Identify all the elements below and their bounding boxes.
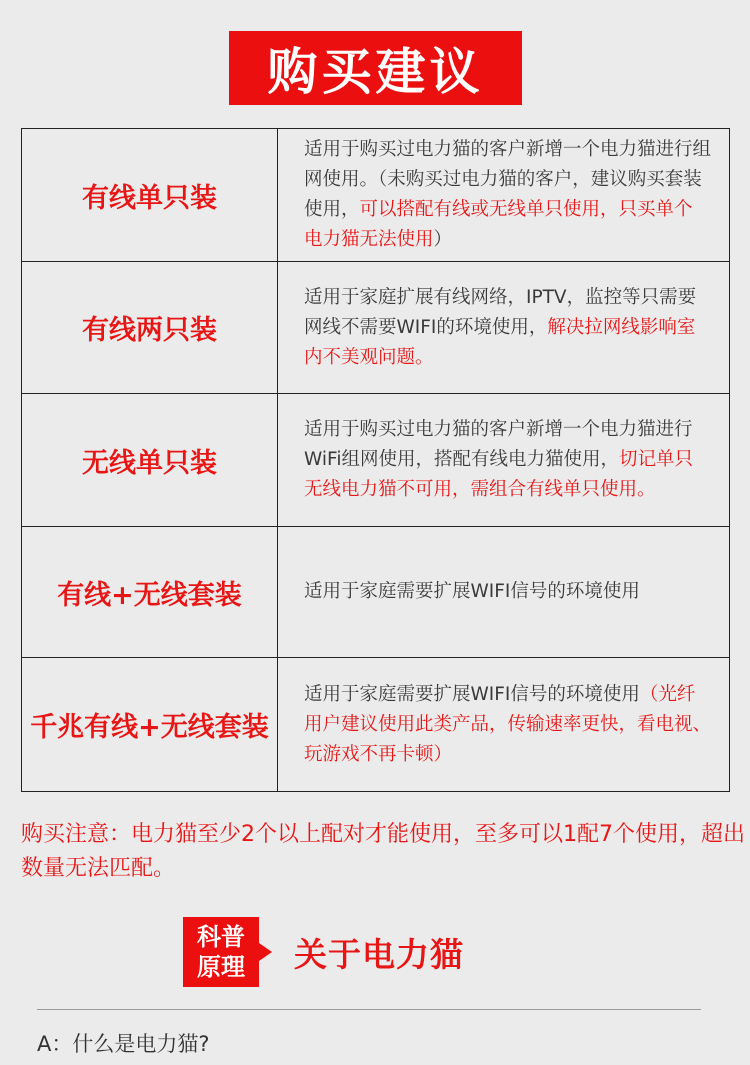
- package-description: 适用于购买过电力猫的客户新增一个电力猫进行WiFi组网使用，搭配有线电力猫使用，切记单只无线电力猫不可用，需组合有线单只使用。: [278, 394, 730, 527]
- purchase-notice: 购买注意：电力猫至少2个以上配对才能使用，至多可以1配7个使用，超出数量无法匹配。: [21, 822, 745, 881]
- table-row: [22, 129, 730, 262]
- table-row: [22, 658, 730, 792]
- section-title: 关于电力猫: [294, 935, 464, 974]
- package-type: 无线单只装: [22, 394, 278, 527]
- package-description: 适用于家庭需要扩展WIFI信号的环境使用（光纤用户建议使用此类产品，传输速率更快，看电视、玩游戏不再卡顿）: [278, 658, 730, 792]
- package-type: 千兆有线+无线套装: [22, 658, 278, 792]
- badge-line: 科普: [197, 923, 245, 951]
- table-row: [22, 527, 730, 658]
- package-type: 有线两只装: [22, 262, 278, 394]
- header-banner: [229, 31, 522, 105]
- package-description: 适用于购买过电力猫的客户新增一个电力猫进行组网使用。（未购买过电力猫的客户，建议购买套装使用，可以搭配有线或无线单只使用，只买单个电力猫无法使用）: [278, 129, 730, 262]
- table-row: [22, 394, 730, 527]
- divider: [37, 1009, 701, 1010]
- page-title: 购买建议: [267, 43, 484, 101]
- package-type: 有线+无线套装: [22, 527, 278, 658]
- package-description: 适用于家庭需要扩展WIFI信号的环境使用: [278, 527, 730, 658]
- science-badge: [183, 917, 259, 987]
- table-row: [22, 262, 730, 394]
- faq-question: A：什么是电力猫?: [37, 1032, 210, 1056]
- package-type: 有线单只装: [22, 129, 278, 262]
- package-description: 适用于家庭扩展有线网络，IPTV，监控等只需要网线不需要WIFI的环境使用，解决拉网线影响室内不美观问题。: [278, 262, 730, 394]
- arrow-right-icon: [259, 943, 272, 961]
- advice-table: [21, 128, 730, 792]
- badge-line: 原理: [197, 953, 245, 981]
